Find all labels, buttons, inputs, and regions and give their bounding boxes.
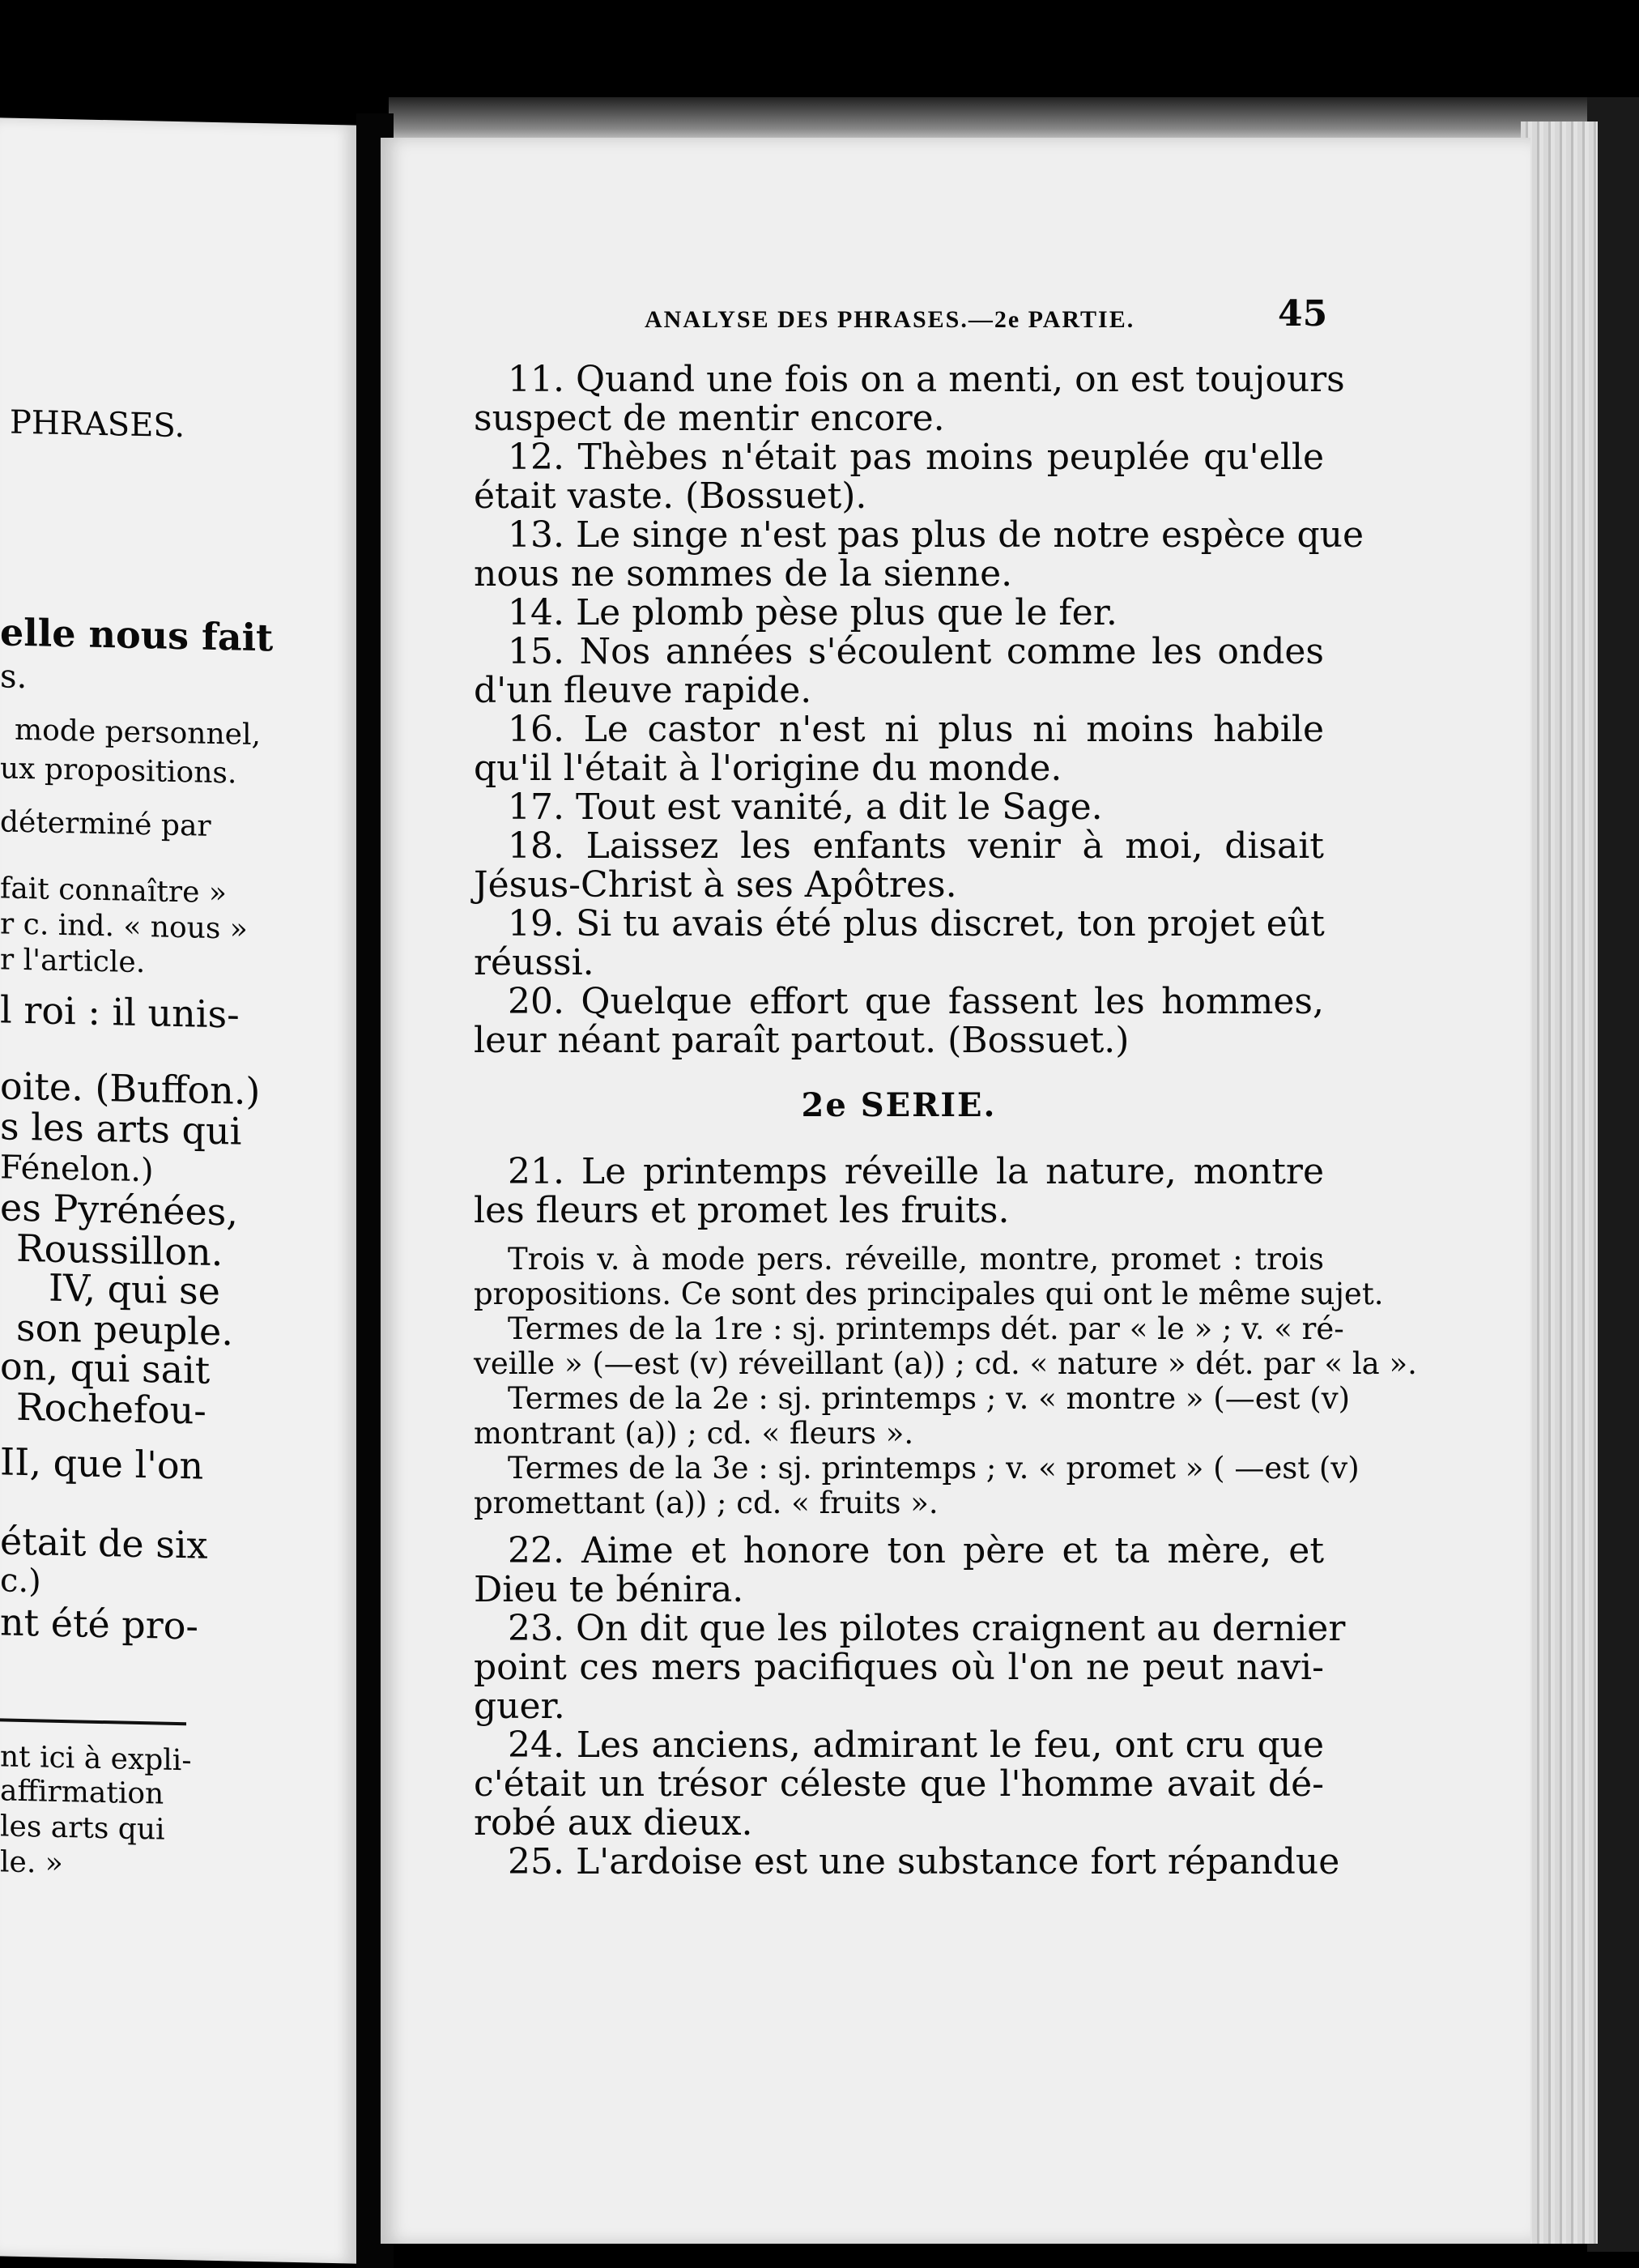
analysis-line: veille » (—est (v) réveillant (a)) ; cd. « nature » dét. par « la ». (474, 1346, 1417, 1381)
left-fragment: nt été pro- (0, 1600, 198, 1648)
left-fragment: s. (0, 658, 28, 697)
analysis-line: promettant (a)) ; cd. « fruits ». (474, 1486, 939, 1520)
text-line: 11. Quand une fois on a menti, on est toujours (508, 359, 1345, 400)
text-line: c'était un trésor céleste que l'homme avait dé- (474, 1763, 1324, 1805)
text-line: point ces mers pacifiques où l'on ne peut navi- (474, 1647, 1324, 1688)
text-line: leur néant paraît partout. (Bossuet.) (474, 1020, 1130, 1061)
text-line: suspect de mentir encore. (474, 398, 945, 439)
left-fragment: Rochefou- (16, 1384, 206, 1433)
page-block-edge (1521, 122, 1598, 2244)
left-fragment: nt ici à expli- (0, 1740, 192, 1778)
text-line: Dieu te bénira. (474, 1569, 744, 1610)
left-fragment: r l'article. (0, 943, 146, 980)
text-line: était vaste. (Bossuet). (474, 475, 867, 517)
page-number: 45 (1278, 293, 1328, 335)
left-fragment: déterminé par (0, 805, 211, 843)
text-line: 25. L'ardoise est une substance fort répandue (508, 1841, 1340, 1882)
text-line: 12. Thèbes n'était pas moins peuplée qu'elle (508, 437, 1324, 478)
text-line: 16. Le castor n'est ni plus ni moins habile (508, 709, 1324, 750)
footnote-rule (0, 1718, 186, 1725)
text-line: qu'il l'était à l'origine du monde. (474, 748, 1062, 789)
text-line: 23. On dit que les pilotes craignent au dernier (508, 1608, 1346, 1649)
left-fragment: mode personnel, (15, 713, 261, 752)
analysis-line: montrant (a)) ; cd. « fleurs ». (474, 1416, 914, 1451)
text-line: 21. Le printemps réveille la nature, montre (508, 1151, 1324, 1192)
text-line: 15. Nos années s'écoulent comme les ondes (508, 631, 1324, 672)
analysis-line: Termes de la 1re : sj. printemps dét. par « le » ; v. « ré- (508, 1311, 1344, 1346)
text-line: nous ne sommes de la sienne. (474, 553, 1013, 595)
left-fragment: les arts qui (0, 1810, 165, 1847)
left-fragment: es Pyrénées, (0, 1185, 238, 1234)
text-line: réussi. (474, 942, 594, 983)
left-fragment: elle nous fait (0, 610, 274, 660)
left-fragment: fait connaître » (0, 872, 227, 910)
text-line: les fleurs et promet les fruits. (474, 1190, 1010, 1231)
text-line: 14. Le plomb pèse plus que le fer. (508, 592, 1118, 633)
text-line: robé aux dieux. (474, 1802, 753, 1844)
left-fragment: l roi : il unis- (0, 987, 240, 1037)
analysis-line: Trois v. à mode pers. réveille, montre, promet : trois (508, 1242, 1324, 1277)
text-line: 18. Laissez les enfants venir à moi, disait (508, 825, 1324, 867)
left-fragment: Fénelon.) (0, 1149, 154, 1190)
left-fragment: II, que l'on (0, 1439, 204, 1488)
left-page (0, 117, 356, 2263)
page-top-edge (389, 97, 1587, 143)
left-fragment: affirmation (0, 1774, 164, 1811)
left-fragment: le. » (0, 1845, 63, 1881)
left-fragment: r c. ind. « nous » (0, 907, 248, 946)
left-fragment: IV, qui se (49, 1265, 220, 1314)
text-line: d'un fleuve rapide. (474, 670, 812, 711)
analysis-line: Termes de la 2e : sj. printemps ; v. « montre » (—est (v) (508, 1381, 1351, 1416)
left-fragment: Roussillon. (16, 1226, 224, 1275)
text-line: 24. Les anciens, admirant le feu, ont cru que (508, 1724, 1324, 1766)
text-line: 17. Tout est vanité, a dit le Sage. (508, 787, 1103, 828)
text-line: 13. Le singe n'est pas plus de notre espèce que (508, 514, 1364, 556)
left-fragment: s les arts qui (0, 1104, 242, 1153)
text-line: 19. Si tu avais été plus discret, ton projet eût (508, 903, 1325, 944)
text-line: guer. (474, 1686, 565, 1727)
analysis-line: propositions. Ce sont des principales qui ont le même sujet. (474, 1277, 1384, 1311)
left-fragment: ux propositions. (0, 752, 237, 791)
text-line: 20. Quelque effort que fassent les hommes, (508, 981, 1324, 1022)
left-fragment: c.) (0, 1562, 41, 1601)
left-fragment: on, qui sait (0, 1344, 211, 1392)
series-title: 2e SERIE. (801, 1086, 997, 1124)
text-line: 22. Aime et honore ton père et ta mère, et (508, 1530, 1324, 1571)
text-line: Jésus-Christ à ses Apôtres. (474, 864, 957, 906)
page-body (474, 359, 1417, 1882)
analysis-block (474, 1242, 1417, 1520)
left-fragment: son peuple. (16, 1305, 233, 1354)
left-fragment: était de six (0, 1519, 208, 1567)
running-head: ANALYSE DES PHRASES.—2e PARTIE. (645, 306, 1135, 333)
analysis-line: Termes de la 3e : sj. printemps ; v. « promet » ( —est (v) (508, 1451, 1360, 1486)
left-fragment: PHRASES. (10, 403, 185, 446)
left-fragment: oite. (Buffon.) (0, 1064, 261, 1114)
